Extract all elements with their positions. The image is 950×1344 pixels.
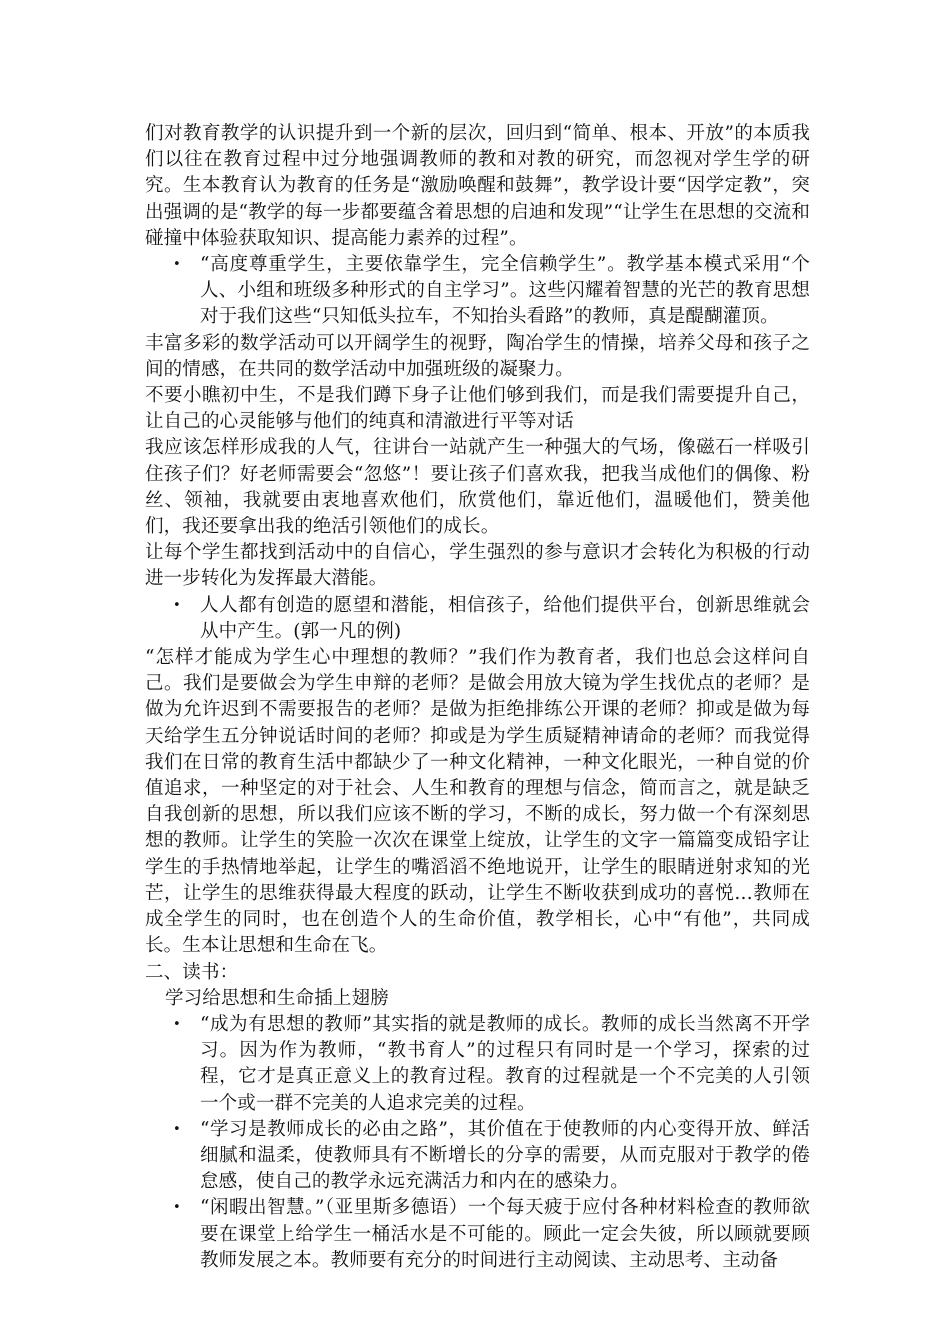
paragraph-junior-students: 不要小瞧初中生，不是我们蹲下身子让他们够到我们，而是我们需要提升自己，让自己的心灵能够与他们的纯真和清澈进行平等对话 xyxy=(145,385,810,433)
bullet-item-learning-path xyxy=(145,1117,810,1196)
section-heading: 二、读书： xyxy=(145,961,239,983)
paragraph-popularity: 我应该怎样形成我的人气，往讲台一站就产生一种强大的气场，像磁石一样吸引住孩子们？好老师需要会“忽悠”！要让孩子们喜欢我，把我当成他们的偶像、粉丝、领袖，我就要由衷地喜欢他们，欣赏他们，靠近他们，温暖他们，赞美他们，我还要拿出我的绝活引领他们的成长。 xyxy=(145,437,810,538)
bullet-text: “高度尊重学生，主要依靠学生，完全信赖学生”。教学基本模式采用“个人、小组和班级多种形式的自主学习”。这些闪耀着智慧的光芒的教育思想对于我们这些“只知低头拉车，不知抬头看路”的教师，真是醍醐灌顶。 xyxy=(200,254,810,328)
bullet-icon: • xyxy=(173,1121,181,1137)
bullet-text: “学习是教师成长的必由之路”，其价值在于使教师的内心变得开放、鲜活细腻和温柔，使教师具有不断增长的分享的需要，从而克服对于教学的倦怠感，使自己的教学永远充满活力和内在的感染力。 xyxy=(200,1118,810,1193)
bullet-item-respect-students xyxy=(145,252,810,331)
bullet-icon: • xyxy=(173,1200,181,1216)
bullet-item-creativity xyxy=(145,593,810,645)
section-subheading: 学习给思想和生命插上翅膀 xyxy=(165,987,389,1009)
bullet-icon: • xyxy=(173,597,181,613)
paragraph-ideal-teacher: “怎样才能成为学生心中理想的教师？”我们作为教育者，我们也总会这样问自己。我们是要做会为学生申辩的老师？是做会用放大镜为学生找优点的老师？是做为允许迟到不需要报告的老师？是做为拒绝排练公开课的老师？抑或是做为每天给学生五分钟说话时间的老师？抑或是为学生质疑精神请命的老师？而我觉得我们在日常的教育生活中都缺少了一种文化精神，一种文化眼光，一种自觉的价值追求，一种坚定的对于社会、人生和教育的理想与信念，简而言之，就是缺乏自我创新的思想，所以我们应该不断的学习，不断的成长，努力做一个有深刻思想的教师。让学生的笑脸一次次在课堂上绽放，让学生的文字一篇篇变成铅字让学生的手热情地举起，让学生的嘴滔滔不绝地说开，让学生的眼睛迸射求知的光芒，让学生的思维获得最大程度的跃动，让学生不断收获到成功的喜悦…教师在成全学生的同时，也在创造个人的生命价值，教学相长，心中“有他”，共同成长。生本让思想和生命在飞。 xyxy=(145,647,810,957)
paragraph-confidence: 让每个学生都找到活动中的自信心，学生强烈的参与意识才会转化为积极的行动进一步转化为发挥最大潜能。 xyxy=(145,542,810,590)
bullet-text: “成为有思想的教师”其实指的就是教师的成长。教师的成长当然离不开学习。因为作为教师，“教书育人”的过程只有同时是一个学习，探索的过程，它才是真正意义上的教育过程。教育的过程就是一个不完美的人引领一个或一群不完美的人追求完美的过程。 xyxy=(200,1013,810,1114)
bullet-item-leisure-wisdom xyxy=(145,1195,810,1274)
bullet-icon: • xyxy=(173,257,181,273)
paragraph-math-activities: 丰富多彩的数学活动可以开阔学生的视野，陶冶学生的情操，培养父母和孩子之间的情感，在共同的数学活动中加强班级的凝聚力。 xyxy=(145,332,810,380)
bullet-text: 人人都有创造的愿望和潜能，相信孩子，给他们提供平台，创新思维就会从中产生。(郭一凡的例) xyxy=(200,594,810,642)
document-page xyxy=(145,121,810,1274)
bullet-text: “闲暇出智慧。”（亚里斯多德语）一个每天疲于应付各种材料检查的教师欲要在课堂上给学生一桶活水是不可能的。顾此一定会失彼，所以顾就要顾教师发展之本。教师要有充分的时间进行主动阅读、主动思考、主动备 xyxy=(200,1197,810,1271)
bullet-icon: • xyxy=(173,1016,181,1032)
bullet-item-teacher-growth xyxy=(145,1012,810,1117)
intro-paragraph: 们对教育教学的认识提升到一个新的层次，回归到“简单、根本、开放”的本质我们以往在教育过程中过分地强调教师的教和对教的研究，而忽视对学生学的研究。生本教育认为教育的任务是“激励唤醒和鼓舞”，教学设计要“因学定教”，突出强调的是“教学的每一步都要蕴含着思想的启迪和发现”“让学生在思想的交流和碰撞中体验获取知识、提高能力素养的过程”。 xyxy=(145,123,810,249)
